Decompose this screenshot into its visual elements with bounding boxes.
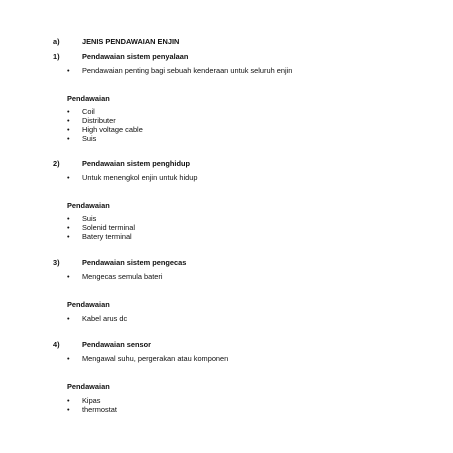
bullet-icon: • [67,173,70,182]
section-3-description: Mengecas semula bateri [82,272,163,281]
section-2-subheading: Pendawaian [67,201,110,210]
section-4-description: Mengawal suhu, pergerakan atau komponen [82,354,229,363]
section-3-heading: Pendawaian sistem pengecas [82,258,187,267]
section-4-subheading: Pendawaian [67,382,110,391]
section-2-item: Suis [82,214,97,223]
bullet-icon: • [67,354,70,363]
section-3-subheading: Pendawaian [67,300,110,309]
bullet-icon: • [67,223,70,232]
section-3-item: Kabel arus dc [82,314,128,323]
bullet-icon: • [67,134,70,143]
document-title: JENIS PENDAWAIAN ENJIN [82,37,180,46]
section-1-heading: Pendawaian sistem penyalaan [82,52,189,61]
bullet-icon: • [67,66,70,75]
section-4-item: thermostat [82,405,117,414]
bullet-icon: • [67,232,70,241]
section-4-item: Kipas [82,396,101,405]
bullet-icon: • [67,107,70,116]
section-3-number: 3) [53,258,60,267]
bullet-icon: • [67,125,70,134]
section-2-item: Batery terminal [82,232,132,241]
section-1-item: Distributer [82,116,116,125]
section-2-heading: Pendawaian sistem penghidup [82,159,191,168]
section-1-item: Coil [82,107,95,116]
bullet-icon: • [67,214,70,223]
section-1-number: 1) [53,52,60,61]
bullet-icon: • [67,396,70,405]
title-marker: a) [53,37,60,46]
bullet-icon: • [67,272,70,281]
section-2-item: Solenid terminal [82,223,135,232]
section-2-description: Untuk menengkol enjin untuk hidup [82,173,198,182]
section-4-heading: Pendawaian sensor [82,340,152,349]
section-1-item: Suis [82,134,97,143]
section-2-number: 2) [53,159,60,168]
bullet-icon: • [67,314,70,323]
section-1-description: Pendawaian penting bagi sebuah kenderaan untuk seluruh enjin [82,66,293,75]
section-1-item: High voltage cable [82,125,143,134]
bullet-icon: • [67,116,70,125]
section-1-subheading: Pendawaian [67,94,110,103]
bullet-icon: • [67,405,70,414]
section-4-number: 4) [53,340,60,349]
